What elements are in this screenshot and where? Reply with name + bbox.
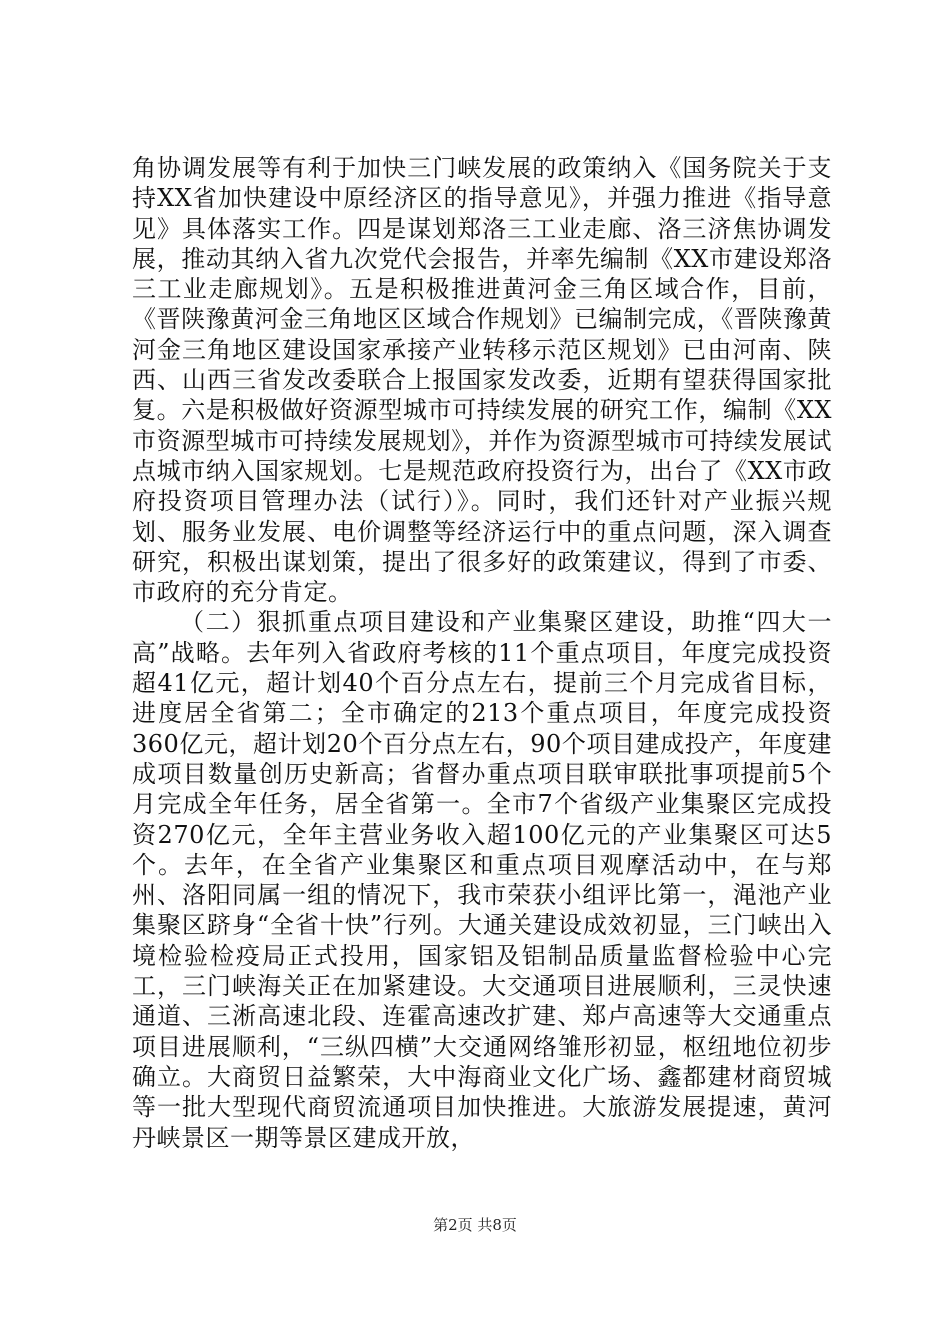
document-body	[132, 153, 832, 1153]
page-footer: 第2页 共8页	[433, 1216, 517, 1234]
paragraph-policy-work: 角协调发展等有利于加快三门峡发展的政策纳入《国务院关于支持XX省加快建设中原经济区的指导意见》，并强力推进《指导意见》具体落实工作。四是谋划郑洛三工业走廊、洛三济焦协调发展，推动其纳入省九次党代会报告，并率先编制《XX市建设郑洛三工业走廊规划》。五是积极推进黄河金三角区域合作，目前，《晋陕豫黄河金三角地区区域合作规划》已编制完成，《晋陕豫黄河金三角地区建设国家承接产业转移示范区规划》已由河南、陕西、山西三省发改委联合上报国家发改委，近期有望获得国家批复。六是积极做好资源型城市可持续发展的研究工作，编制《XX市资源型城市可持续发展规划》，并作为资源型城市可持续发展试点城市纳入国家规划。七是规范政府投资行为，出台了《XX市政府投资项目管理办法（试行）》。同时，我们还针对产业振兴规划、服务业发展、电价调整等经济运行中的重点问题，深入调查研究，积极出谋划策，提出了很多好的政策建议，得到了市委、市政府的充分肯定。	[132, 154, 832, 607]
paragraph-key-projects: （二）狠抓重点项目建设和产业集聚区建设，助推“四大一高”战略。去年列入省政府考核的11个重点项目，年度完成投资超41亿元，超计划40个百分点左右，提前三个月完成省目标，进度居全省第二；全市确定的213个重点项目，年度完成投资360亿元，超计划20个百分点左右，90个项目建成投产，年度建成项目数量创历史新高；省督办重点项目联审联批事项提前5个月完成全年任务，居全省第一。全市7个省级产业集聚区完成投资270亿元，全年主营业务收入超100亿元的产业集聚区可达5个。去年，在全省产业集聚区和重点项目观摩活动中，在与郑州、洛阳同属一组的情况下，我市荣获小组评比第一，渑池产业集聚区跻身“全省十快”行列。大通关建设成效初显，三门峡出入境检验检疫局正式投用，国家铝及铝制品质量监督检验中心完工，三门峡海关正在加紧建设。大交通项目进展顺利，三灵快速通道、三淅高速北段、连霍高速改扩建、郑卢高速等大交通重点项目进展顺利，“三纵四横”大交通网络雏形初显，枢纽地位初步确立。大商贸日益繁荣，大中海商业文化广场、鑫都建材商贸城等一批大型现代商贸流通项目加快推进。大旅游发展提速，黄河丹峡景区一期等景区建成开放，	[132, 608, 832, 1152]
